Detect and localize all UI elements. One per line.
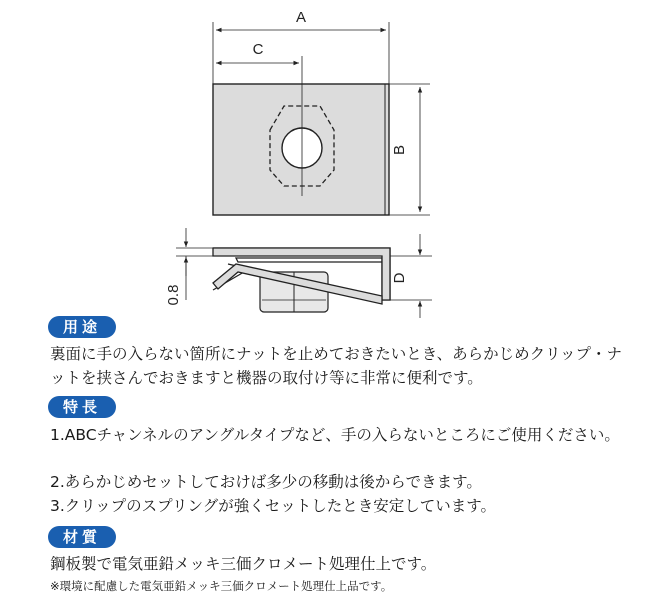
dimension-thickness-label: 0.8	[165, 284, 182, 306]
usage-badge: 用途	[48, 316, 116, 338]
dimension-d-label: D	[391, 272, 408, 284]
dimension-d	[390, 234, 432, 318]
dimension-a-label: A	[295, 9, 307, 26]
material-badge: 材質	[48, 526, 116, 548]
material-note: ※環境に配慮した電気亜鉛メッキ三価クロメート処理仕上品です。	[50, 579, 393, 593]
feature-item-1: 1.ABCチャンネルのアングルタイプなど、手の入らないところにご使用ください。	[50, 426, 620, 444]
feature-item-2: 2.あらかじめセットしておけば多少の移動は後からできます。	[50, 473, 482, 491]
top-view	[213, 56, 389, 215]
material-text: 鋼板製で電気亜鉛メッキ三価クロメート処理仕上です。	[50, 555, 437, 573]
dimension-b-label: B	[391, 144, 408, 156]
dimension-c	[216, 41, 299, 63]
dimension-a	[213, 9, 389, 84]
side-view	[213, 248, 390, 312]
features-badge: 特長	[48, 396, 116, 418]
feature-item-3: 3.クリップのスプリングが強くセットしたとき安定しています。	[50, 497, 497, 515]
dimension-b	[389, 84, 430, 215]
usage-text: 裏面に手の入らない箇所にナットを止めておきたいとき、あらかじめクリップ・ナットを挟さんでおきますと機器の取付け等に非常に便利です。	[50, 345, 622, 387]
dimension-c-label: C	[252, 41, 264, 58]
dimension-thickness	[165, 228, 213, 305]
